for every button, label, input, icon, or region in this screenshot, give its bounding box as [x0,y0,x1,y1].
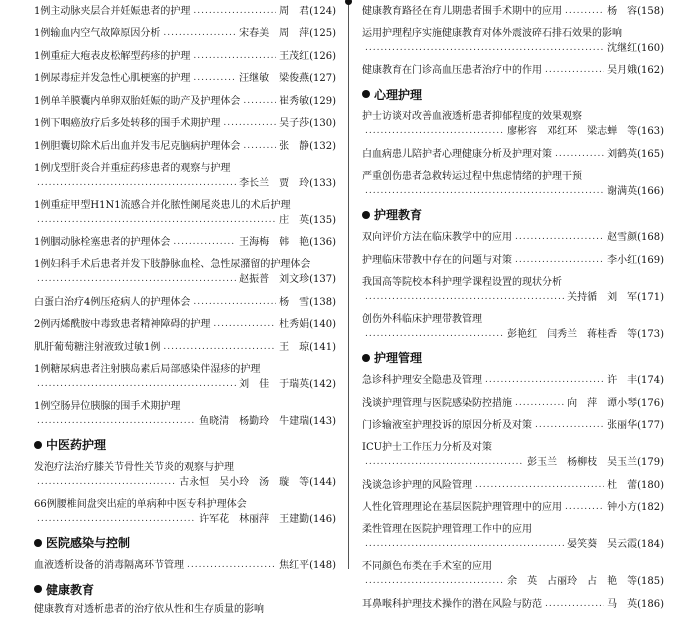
leader-dots [515,396,564,411]
leader-dots [515,253,604,268]
toc-entry[interactable] [34,23,336,46]
entry-title: 创伤外科临床护理带教管理 [362,313,482,325]
leader-dots [365,124,504,139]
entry-title: 血液透析设备的消毒隔离环节管理 [34,560,184,572]
entry-page: (136) [309,237,336,249]
entry-page: (186) [637,598,664,610]
toc-group [362,106,664,143]
entry-page: (133) [309,177,336,189]
toc-entry[interactable] [362,0,664,23]
bullet-icon [34,585,42,593]
entry-author-page [607,41,664,56]
toc-entry[interactable] [362,227,664,250]
entry-page: (127) [309,73,336,85]
entry-page: (132) [309,140,336,152]
entry-author: 焦红平 [279,560,310,572]
entry-author: 吴子莎 [279,118,310,130]
entry-author-page [279,558,336,573]
entry-author-page [607,500,664,515]
entry-author: 古永恒 吴小玲 汤 璇 等 [179,476,310,488]
entry-title: 1例主动脉夹层合并妊娠患者的护理 [34,5,191,17]
entry-author-page [607,253,664,268]
entry-page: (160) [637,42,664,54]
toc-entry[interactable] [34,336,336,359]
toc-entry[interactable] [34,113,336,136]
entry-page: (143) [309,415,336,427]
entry-page: (158) [637,5,664,17]
toc-entry[interactable] [34,254,336,291]
entry-title: 1例胆囊切除术后出血并发韦尼克脑病护理体会 [34,140,241,152]
entry-title: 1例空肠异位胰腺的围手术期护理 [34,400,181,412]
entry-page: (144) [309,476,336,488]
entry-title: 运用护理程序实施健康教育对体外震波碎石排石效果的影响 [362,27,622,39]
toc-group [362,227,664,272]
entry-second-line [362,124,664,139]
entry-author: 杨 雪 [279,296,310,308]
leader-dots [565,4,604,19]
leader-dots [193,49,276,64]
toc-entry[interactable] [362,519,664,556]
entry-page: (138) [309,296,336,308]
entry-second-line [34,512,336,527]
leader-dots [193,71,236,86]
entry-author-page [607,373,664,388]
section-title: 护理教育 [374,208,423,222]
toc-entry[interactable] [362,249,664,272]
entry-page: (173) [637,328,664,340]
entry-page: (163) [637,126,664,137]
toc-group [34,457,336,531]
entry-title: 耳鼻喉科护理技术操作的潜在风险与防范 [362,598,542,610]
entry-author: 王茂红 [279,50,310,62]
entry-second-line [34,272,336,287]
toc-entry[interactable] [34,195,336,232]
entry-author-page [279,340,336,355]
entry-author: 李小红 [607,254,638,266]
entry-author-page [527,455,664,470]
entry-author-page [239,272,336,287]
entry-author-page [607,230,664,245]
entry-title: 1例胭动脉栓塞患者的护理体会 [34,237,171,249]
entry-author-page [607,597,664,612]
toc-entry[interactable] [34,232,336,255]
entry-second-line [362,574,664,589]
leader-dots [535,418,604,433]
entry-page: (124) [309,5,336,17]
toc-group [362,23,664,60]
toc-entry[interactable] [34,291,336,314]
entry-author: 廖彬容 邓红环 梁志蝉 等 [507,126,638,137]
entry-author-page [179,475,336,490]
entry-title: 2例丙烯酰胺中毒致患者精神障碍的护理 [34,319,211,331]
entry-title: 66例腰椎间盘突出症的单病种中医专科护理体会 [34,498,247,510]
section-heading-health-education [34,579,336,599]
toc-entry[interactable] [34,158,336,195]
entry-author-page [239,176,336,191]
entry-page: (126) [309,50,336,62]
toc-group [34,232,336,255]
entry-page: (168) [637,232,664,244]
entry-title: 1例输血内空气故障原因分析 [34,28,161,40]
entry-title: 不同颜色布类在手术室的应用 [362,561,492,572]
leader-dots [545,63,604,78]
entry-author: 沈继红 [607,42,638,54]
entry-page: (162) [637,65,664,77]
leader-dots [515,230,604,245]
toc-entry[interactable] [362,392,664,415]
leader-dots [365,574,504,589]
toc-entry[interactable] [34,314,336,337]
entry-title: ICU护士工作压力分析及对策 [362,442,493,453]
entry-author: 鱼晓清 杨勤玲 牛建瑞 [199,415,310,427]
entry-author: 赵振普 刘文珍 [239,274,310,285]
entry-title: 1例妇科手术后患者并发下肢静脉血栓、急性尿潴留的护理体会 [34,259,311,270]
entry-page: (179) [637,457,664,468]
toc-group [34,359,336,433]
entry-page: (130) [309,118,336,130]
entry-page: (146) [309,513,336,525]
entry-page: (140) [309,319,336,331]
entry-second-line [362,41,664,56]
toc-entry[interactable] [34,45,336,68]
toc-entry[interactable] [34,68,336,91]
entry-author: 汪继敏 梁俊燕 [239,73,310,85]
toc-entry[interactable] [362,309,664,346]
entry-author: 王海梅 韩 艳 [239,237,310,249]
leader-dots [365,184,604,199]
entry-author-page [279,49,336,64]
column-divider [348,0,349,569]
leader-dots [545,597,604,612]
left-column [34,0,336,619]
entry-author-page [607,4,664,19]
right-column [362,0,664,616]
entry-author-page [607,184,664,199]
toc-entry[interactable] [362,60,664,83]
toc-group [34,291,336,359]
entry-title: 门诊输液室护理投诉的原因分析及对策 [362,420,532,432]
toc-group [362,519,664,593]
entry-author: 杜秀娟 [279,319,310,331]
entry-second-line [34,475,336,490]
leader-dots [243,139,276,154]
entry-author: 刘 佳 于瑞英 [239,378,310,390]
entry-author: 李长兰 贾 玲 [239,177,310,189]
toc-entry[interactable] [34,555,336,578]
leader-dots [37,377,236,392]
toc-entry[interactable] [34,135,336,158]
bullet-icon [34,539,42,547]
leader-dots [37,475,176,490]
entry-title: 白血病患儿陪护者心理健康分析及护理对策 [362,148,552,160]
entry-author: 赵雪颜 [607,232,638,244]
toc-entry[interactable] [362,272,664,309]
entry-author: 王 琼 [279,341,310,353]
entry-author-page [607,147,664,162]
entry-author-page [567,396,664,411]
toc-entry[interactable] [34,0,336,23]
entry-author: 马 英 [607,598,638,610]
entry-author-page [507,327,664,342]
entry-author-page [507,124,664,139]
bullet-icon [34,441,42,449]
entry-page: (171) [637,291,664,303]
entry-author: 刘鹤英 [607,148,638,160]
entry-second-line [34,213,336,228]
leader-dots [37,272,236,287]
entry-author-page [567,537,664,552]
entry-title: 急诊科护理安全隐患及管理 [362,375,482,387]
leader-dots [365,327,504,342]
entry-page: (129) [309,95,336,107]
entry-author: 吴月娥 [607,65,638,77]
entry-author: 宋春美 周 萍 [239,28,310,40]
entry-author-page [279,4,336,19]
entry-page: (180) [637,479,664,491]
toc-entry[interactable] [362,143,664,166]
entry-author-page [279,295,336,310]
entry-author-page [607,63,664,78]
entry-page: (169) [637,254,664,266]
toc-entry[interactable] [362,415,664,438]
toc-entry[interactable] [362,437,664,474]
entry-author: 杜 蕾 [607,479,638,491]
entry-title: 柔性管理在医院护理管理工作中的应用 [362,524,532,535]
entry-page: (148) [309,560,336,572]
entry-title: 1例尿毒症并发急性心肌梗塞的护理 [34,73,191,85]
entry-author: 庄 英 [279,214,310,226]
entry-author-page [199,414,336,429]
toc-entry[interactable] [362,106,664,143]
toc-entry[interactable] [34,359,336,396]
entry-author-page [239,235,336,250]
leader-dots [193,4,276,19]
entry-second-line [362,455,664,470]
leader-dots [37,213,276,228]
entry-author: 张 静 [279,140,310,152]
toc-entry[interactable] [34,396,336,433]
entry-author: 彭艳红 闫秀兰 蒋桂香 等 [507,328,638,340]
toc-group [34,0,336,158]
entry-title: 发泡疗法治疗膝关节骨性关节炎的观察与护理 [34,461,234,473]
section-heading-tcm [34,435,336,455]
section-title: 中医药护理 [46,438,107,452]
toc-group [362,370,664,438]
divider-dot [345,0,352,5]
entry-author: 钟小方 [607,502,638,514]
entry-author-page [239,71,336,86]
entry-page: (184) [637,539,664,550]
toc-entry[interactable] [362,23,664,60]
toc-group [362,0,664,23]
entry-title: 严重创伤患者急救转运过程中焦虑情绪的护理干预 [362,170,582,182]
entry-author-page [279,116,336,131]
entry-page: (142) [309,378,336,390]
toc-group [362,474,664,519]
section-title: 护理管理 [374,351,423,365]
entry-title: 肌肝葡萄糖注射液致过敏1例 [34,341,161,353]
toc-entry[interactable] [362,166,664,203]
entry-page: (177) [637,420,664,432]
entry-author: 余 英 占丽玲 占 艳 等 [507,576,638,587]
entry-author: 崔秀敏 [279,95,310,107]
entry-author: 彭玉兰 杨柳枝 吴玉兰 [527,457,638,468]
leader-dots [187,558,276,573]
entry-author: 杨 容 [607,5,638,17]
entry-title: 人性化管理理论在基层医院护理管理中的应用 [362,502,562,514]
leader-dots [475,478,604,493]
section-heading-nursing-education [362,205,664,225]
toc-entry[interactable] [362,497,664,520]
entry-title: 双向评价方法在临床教学中的应用 [362,232,512,244]
entry-author-page [239,377,336,392]
entry-second-line [362,290,664,305]
toc-group [34,254,336,291]
entry-title: 健康教育在门诊高血压患者治疗中的作用 [362,65,542,77]
entry-page: (135) [309,214,336,226]
bullet-icon [362,211,370,219]
toc-group [362,166,664,203]
leader-dots [37,512,196,527]
entry-second-line [362,327,664,342]
leader-dots [555,147,604,162]
entry-author-page [607,478,664,493]
leader-dots [365,537,564,552]
entry-author: 向 萍 谭小琴 [567,397,638,409]
leader-dots [213,317,276,332]
leader-dots [163,340,276,355]
entry-title: 健康教育路径在育儿期患者围手术期中的应用 [362,5,562,17]
toc-group [362,593,664,616]
leader-dots [365,41,604,56]
entry-title: 1例下咽癌放疗后多处转移的围手术期护理 [34,118,221,130]
entry-second-line [34,377,336,392]
toc-group [34,158,336,232]
section-heading-nursing-management [362,348,664,368]
toc-group [34,555,336,578]
entry-title: 1例重症大疱表皮松解型药疹的护理 [34,50,191,62]
entry-author: 晏笑葵 吴云霞 [567,539,638,550]
entry-author: 许军花 林丽萍 王建勤 [199,513,310,525]
toc-group [362,60,664,83]
entry-title: 护士访谈对改善血液透析患者抑郁程度的效果观察 [362,111,582,122]
toc-group [362,143,664,166]
leader-dots [485,373,604,388]
entry-page: (165) [637,148,664,160]
entry-author-page [279,94,336,109]
entry-second-line [362,537,664,552]
toc-entry-title[interactable]: 健康教育对透析患者的治疗依从性和生存质量的影响 [34,604,264,615]
leader-dots [565,500,604,515]
entry-title: 浅谈护理管理与医院感染防控措施 [362,397,512,409]
entry-title: 1例糖尿病患者注射胰岛素后局部感染伴湿疹的护理 [34,363,261,375]
entry-title: 白蛋白治疗4例压疮病人的护理体会 [34,296,191,308]
leader-dots [243,94,276,109]
toc-entry[interactable] [34,90,336,113]
entry-author-page [279,317,336,332]
entry-author-page [199,512,336,527]
entry-second-line [34,414,336,429]
entry-title: 1例戊型肝炎合并重症药疹患者的观察与护理 [34,162,231,174]
section-heading-psychological [362,84,664,104]
entry-author: 周 君 [279,5,310,17]
toc-group [362,437,664,474]
entry-title: 护理临床带教中存在的问题与对策 [362,254,512,266]
bullet-icon [362,354,370,362]
bullet-icon [362,90,370,98]
entry-title: 浅谈急诊护理的风险管理 [362,479,472,491]
entry-second-line [362,184,664,199]
entry-author: 许 丰 [607,375,638,387]
section-heading-infection [34,533,336,553]
entry-author: 谢满英 [607,185,638,197]
leader-dots [163,26,236,41]
entry-author-page [239,26,336,41]
entry-author-page [567,290,664,305]
section-title: 心理护理 [374,87,423,102]
toc-entry[interactable] [362,370,664,393]
entry-author: 关持循 刘 军 [567,291,638,303]
leader-dots [173,235,236,250]
toc-entry[interactable] [362,556,664,593]
entry-page: (125) [309,28,336,40]
leader-dots [193,295,276,310]
entry-title: 1例重症甲型H1N1流感合并化脓性阑尾炎患儿的术后护理 [34,199,291,211]
entry-author-page [607,418,664,433]
toc-entry[interactable] [362,593,664,616]
entry-title: 1例单羊膜囊内单卵双胎妊娠的助产及护理体会 [34,95,241,107]
entry-page: (166) [637,185,664,197]
entry-page: (141) [309,341,336,353]
toc-entry[interactable] [362,474,664,497]
section-title: 健康教育 [46,582,95,597]
entry-second-line [34,176,336,191]
entry-author-page [279,213,336,228]
section-title: 医院感染与控制 [46,536,131,550]
toc-entry[interactable] [34,494,336,531]
entry-author-page [507,574,664,589]
entry-page: (137) [309,274,336,285]
toc-entry[interactable] [34,457,336,494]
leader-dots [365,290,564,305]
entry-author-page [279,139,336,154]
entry-title: 我国高等院校本科护理学课程设置的现状分析 [362,276,562,288]
leader-dots [365,455,524,470]
leader-dots [37,414,196,429]
entry-page: (182) [637,502,664,514]
entry-page: (174) [637,375,664,387]
leader-dots [37,176,236,191]
entry-page: (185) [637,576,664,587]
entry-page: (176) [637,397,664,409]
entry-author: 张丽华 [607,420,638,432]
leader-dots [223,116,276,131]
toc-group [362,272,664,346]
